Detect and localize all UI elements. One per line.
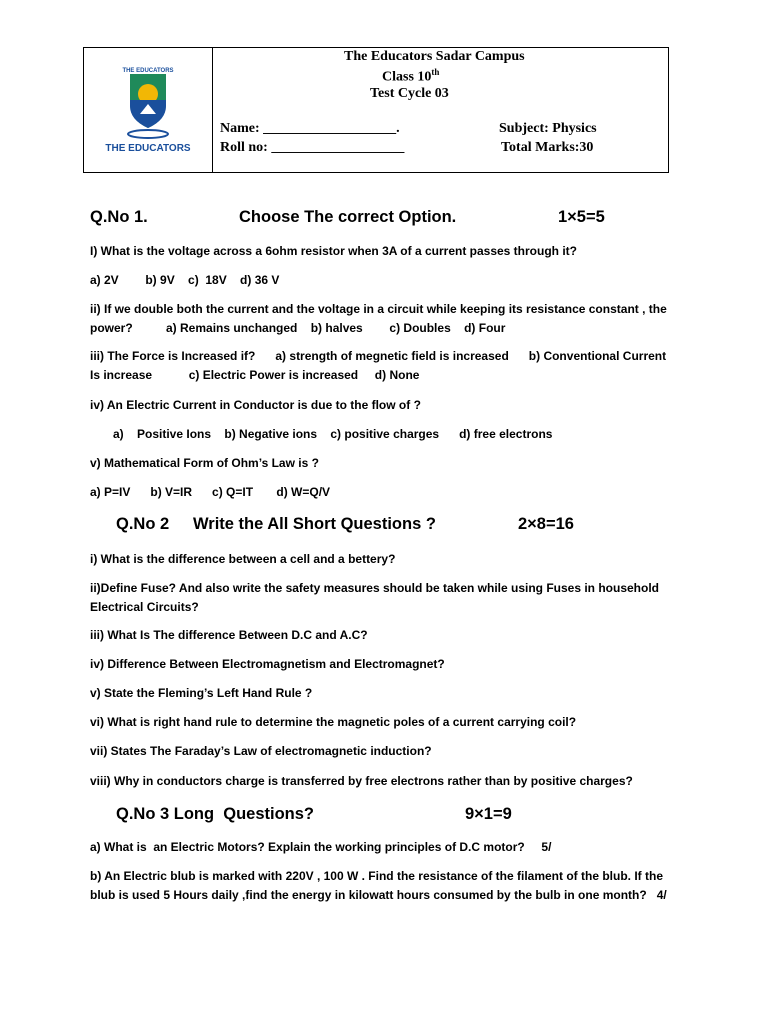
- section3-marks: 9×1=9: [465, 805, 512, 823]
- section2-marks: 2×8=16: [518, 515, 574, 533]
- s1-q2: ii) If we double both the current and the voltage in a circuit while keeping its resistance constant , the power? a) Remains unchanged b) halves c) Doubles d) Four: [90, 302, 671, 335]
- s1-q3: iii) The Force is Increased if? a) strength of megnetic field is increased b) Conventional Current Is increase c) Electric Power is increased d) None: [90, 349, 670, 382]
- s2-q8: viii) Why in conductors charge is transferred by free electrons rather than by positive charges?: [90, 774, 633, 788]
- logo-text: THE EDUCATORS: [105, 143, 191, 154]
- roll-field: Roll no: ___________________: [220, 140, 405, 155]
- s2-q1: i) What is the difference between a cell and a bettery?: [90, 552, 396, 566]
- s1-q5-options: a) P=IV b) V=IR c) Q=IT d) W=Q/V: [90, 485, 331, 499]
- s1-q1-options: a) 2V b) 9V c) 18V d) 36 V: [90, 273, 280, 287]
- section2-title: Write the All Short Questions ?: [193, 515, 436, 533]
- school-name: The Educators Sadar Campus: [344, 49, 525, 64]
- s2-q6: vi) What is right hand rule to determine the magnetic poles of a current carrying coil?: [90, 715, 577, 729]
- section3-title: Q.No 3 Long Questions?: [116, 805, 314, 823]
- logo-cell: [84, 48, 213, 172]
- s2-q2: ii)Define Fuse? And also write the safety measures should be taken while using Fuses in household Electrical Circuits?: [90, 581, 660, 614]
- header-box: [83, 47, 669, 173]
- s3-qa: a) What is an Electric Motors? Explain the working principles of D.C motor? 5/: [90, 840, 552, 854]
- section1-marks: 1×5=5: [558, 208, 605, 226]
- subject: Subject: Physics: [499, 121, 597, 136]
- s1-q1: I) What is the voltage across a 6ohm resistor when 3A of a current passes through it?: [90, 244, 577, 258]
- s2-q3: iii) What Is The difference Between D.C and A.C?: [90, 628, 368, 642]
- s1-q4: iv) An Electric Current in Conductor is due to the flow of ?: [90, 398, 421, 412]
- s1-q4-options: a) Positive Ions b) Negative ions c) positive charges d) free electrons: [113, 427, 553, 441]
- test-cycle: Test Cycle 03: [370, 86, 449, 101]
- section1-number: Q.No 1.: [90, 208, 148, 226]
- s3-qb: b) An Electric blub is marked with 220V , 100 W . Find the resistance of the filament of the blub. If the blub is used 5 Hours daily ,find the energy in kilowatt hours consumed by the bulb in one month? 4/: [90, 869, 667, 902]
- section2-number: Q.No 2: [116, 515, 170, 533]
- name-field: Name: ___________________.: [220, 121, 400, 136]
- logo-top-text: THE EDUCATORS: [122, 68, 174, 74]
- total-marks: Total Marks:30: [501, 140, 594, 155]
- s2-q7: vii) States The Faraday’s Law of electromagnetic induction?: [90, 744, 432, 758]
- class-label: Class 10th: [382, 67, 440, 85]
- s2-q5: v) State the Fleming’s Left Hand Rule ?: [90, 686, 313, 700]
- school-logo-icon: [102, 64, 194, 156]
- s1-q5: v) Mathematical Form of Ohm’s Law is ?: [90, 456, 319, 470]
- s2-q4: iv) Difference Between Electromagnetism and Electromagnet?: [90, 657, 445, 671]
- section1-title: Choose The correct Option.: [239, 208, 457, 226]
